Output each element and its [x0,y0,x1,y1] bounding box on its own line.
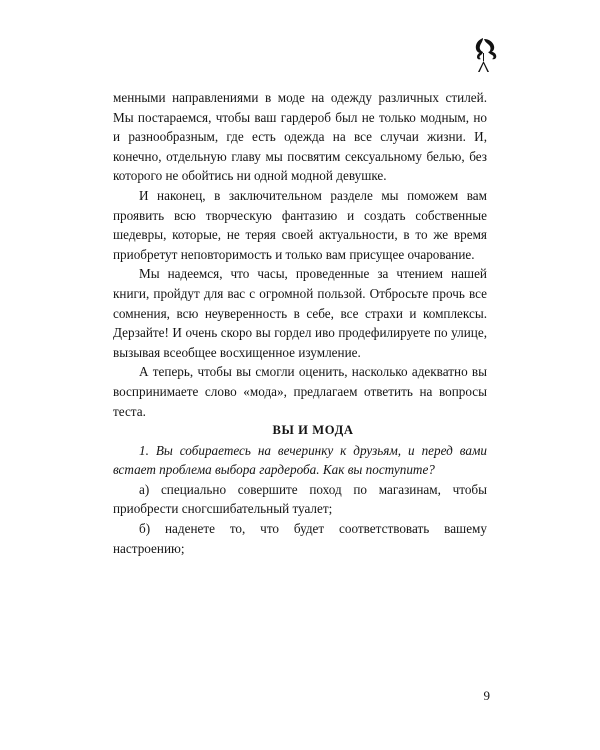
paragraph-1: менными направлениями в моде на одежду различных стилей. Мы постараемся, чтобы ваш гардероб был не только модным, но и разнообразным, где есть одежда на все случаи жизни. И, конечно, отдельную главу мы посвятим сексуальному белью, без которого не обойтись ни одной модной девушке. [113,90,487,184]
paragraph-3: Мы надеемся, что часы, проведенные за чтением нашей книги, пройдут для вас с огромной пользой. Отбросьте прочь все сомнения, всю неуверенность в себе, все страхи и комплексы. Дерзайте! И очень скоро вы гордел иво продефилируете по улице, вызывая всеобщее восхищенное изумление. [113,266,487,360]
section-title: ВЫ И МОДА [272,423,354,438]
floral-ornament-icon [464,34,504,74]
test-answer-a: а) специально совершите поход по магазинам, чтобы приобрести сногсшибательный туалет; [113,481,487,517]
paragraph-4: А теперь, чтобы вы смогли оценить, насколько адекватно вы воспринимаете слово «мода», предлагаем ответить на вопросы теста. [113,364,487,419]
test-answer-b: б) наденете то, что будет соответствовать вашему настроению; [113,521,487,556]
paragraph-2: И наконец, в заключительном разделе мы поможем вам проявить всю творческую фантазию и создать собственные шедевры, которые, не теряя своей актуальности, в то же время приобретут неповторимость и только вам присущее очарование. [113,187,487,262]
page-number: 9 [483,688,490,703]
page-body [113,88,487,558]
test-question-1: 1. Вы собираетесь на вечеринку к друзьям, и перед вами встает проблема выбора гардероба. Как вы поступите? [113,442,487,478]
